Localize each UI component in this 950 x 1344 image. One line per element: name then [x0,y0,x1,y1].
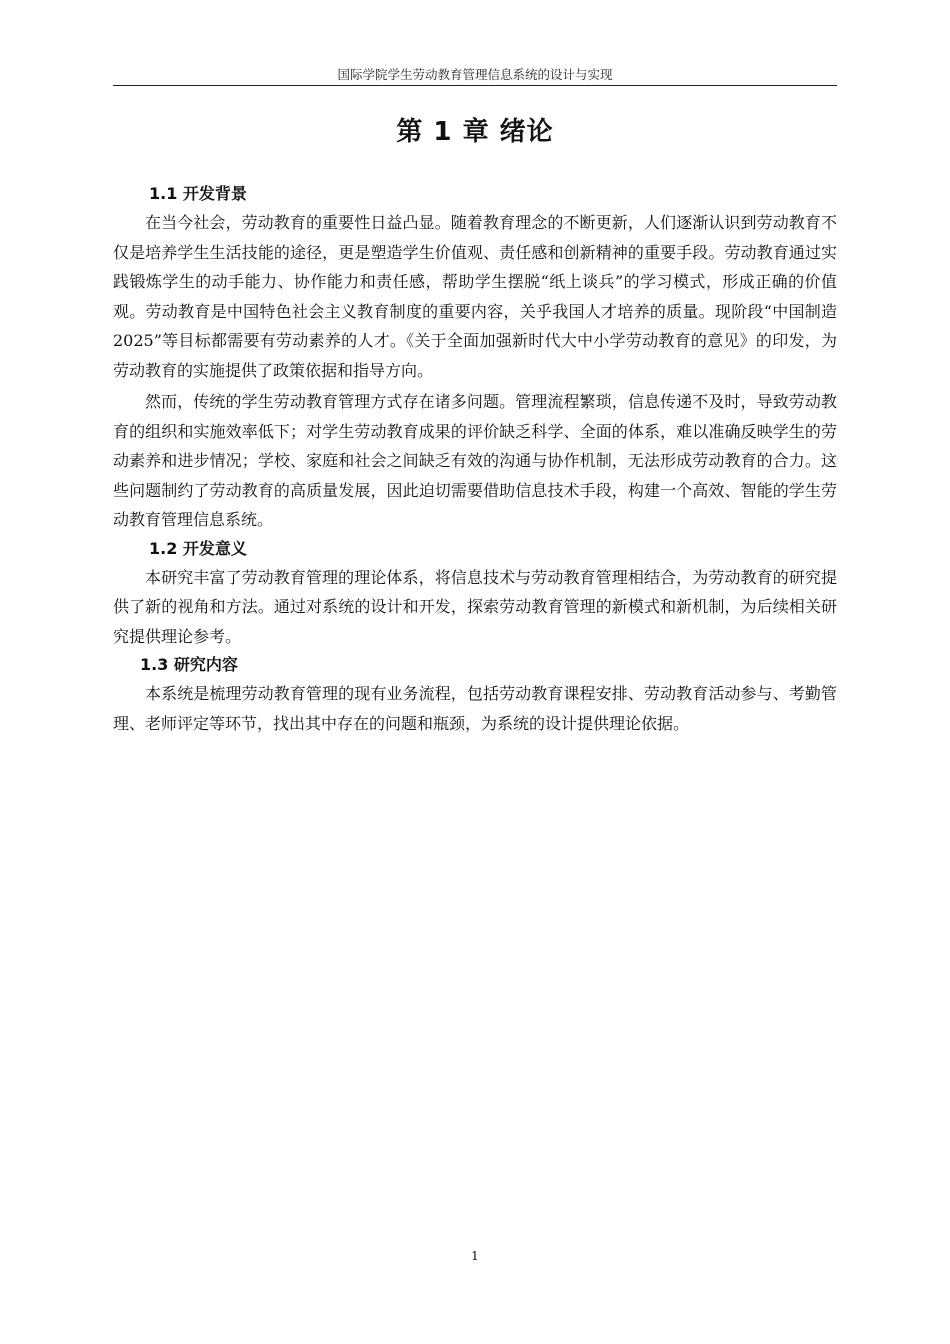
chapter-body [113,180,837,738]
section-development-significance [113,535,837,652]
body-paragraph: 本系统是梳理劳动教育管理的现有业务流程，包括劳动教育课程安排、劳动教育活动参与、考勤管理、老师评定等环节，找出其中存在的问题和瓶颈，为系统的设计提供理论依据。 [113,684,837,733]
section-heading: 1.3 研究内容 [140,655,238,674]
page-number: 1 [471,1249,479,1263]
header-rule [113,85,837,86]
section-heading: 1.2 开发意义 [149,538,247,558]
body-paragraph: 然而，传统的学生劳动教育管理方式存在诸多问题。管理流程繁琐，信息传递不及时，导致劳动教育的组织和实施效率低下；对学生劳动教育成果的评价缺乏科学、全面的体系，难以准确反映学生的劳动素养和进步情况；学校、家庭和社会之间缺乏有效的沟通与协作机制，无法形成劳动教育的合力。这些问题制约了劳动教育的高质量发展，因此迫切需要借助信息技术手段，构建一个高效、智能的学生劳动教育管理信息系统。 [113,392,837,529]
section-development-background [113,180,837,535]
body-paragraph: 本研究丰富了劳动教育管理的理论体系，将信息技术与劳动教育管理相结合，为劳动教育的研究提供了新的视角和方法。通过对系统的设计和开发，探索劳动教育管理的新模式和新机制，为后续相关研究提供理论参考。 [113,567,837,646]
section-research-content [113,651,837,738]
running-header: 国际学院学生劳动教育管理信息系统的设计与实现 [337,67,613,82]
section-heading: 1.1 开发背景 [149,184,247,203]
chapter-title: 第 1 章 绪论 [396,117,554,147]
body-paragraph: 在当今社会，劳动教育的重要性日益凸显。随着教育理念的不断更新，人们逐渐认识到劳动教育不仅是培养学生生活技能的途径，更是塑造学生价值观、责任感和创新精神的重要手段。劳动教育通过实践锻炼学生的动手能力、协作能力和责任感，帮助学生摆脱“纸上谈兵”的学习模式，形成正确的价值观。劳动教育是中国特色社会主义教育制度的重要内容，关乎我国人才培养的质量。现阶段“中国制造 2025”等目标都需要有劳动素养的人才。《关于全面加强新时代大中小学劳动教育的意见》的印发，为劳动教育的实施提供了政策依据和指导方向。 [113,213,837,380]
